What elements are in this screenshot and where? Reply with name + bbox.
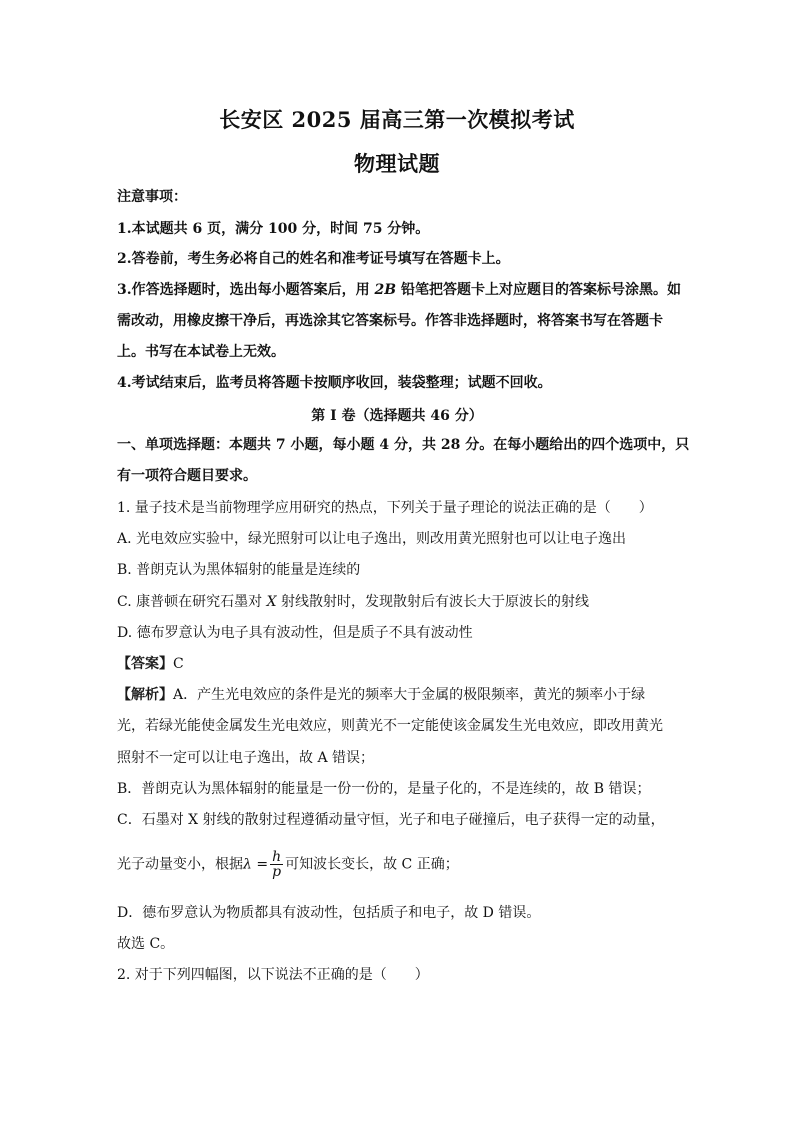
note-3-line-1 [117,281,681,299]
analysis-tag: 【解析】 [117,687,173,703]
q1-option-a: A. 光电效应实验中，绿光照射可以让电子逸出，则改用黄光照射也可以让电子逸出 [117,531,627,547]
formula-fraction [270,850,283,879]
answer-tag: 【答案】 [117,656,173,672]
q1-option-c [117,593,589,611]
volume-heading: 第 I 卷（选择题共 46 分） [311,408,483,424]
note-2: 2.答卷前，考生务必将自己的姓名和准考证号填写在答题卡上。 [117,251,510,267]
answer-value: C [173,656,184,672]
note-4: 4.考试结束后，监考员将答题卡按顺序收回，装袋整理；试题不回收。 [117,375,552,391]
q1-option-c-text: C. 康普顿在研究石墨对 [117,594,267,610]
part1-instructions-2: 有一项符合题目要求。 [117,468,257,484]
q2-stem: 2. 对于下列四幅图，以下说法不正确的是（ ） [117,967,429,983]
analysis-6-text-end: 可知波长变长，故 C 正确； [285,856,459,873]
q1-analysis-2: 光，若绿光能使金属发生光电效应，则黄光不一定能使该金属发生光电效应，即改用黄光 [117,718,663,734]
formula-lambda: λ = [243,856,269,873]
analysis-6-text: 光子动量变小，根据 [117,856,243,873]
q1-analysis-8: 故选 C。 [117,936,175,952]
q1-analysis-4: B．普朗克认为黑体辐射的能量是一份一份的，是量子化的，不是连续的，故 B 错误； [117,781,651,797]
q1-stem: 1. 量子技术是当前物理学应用研究的热点，下列关于量子理论的说法正确的是（ ） [117,500,653,516]
note-3-line-2: 需改动，用橡皮擦干净后，再选涂其它答案标号。作答非选择题时，将答案书写在答题卡 [117,313,663,329]
q1-analysis-7: D．德布罗意认为物质都具有波动性，包括质子和电子，故 D 错误。 [117,905,541,921]
note-3-pencil: 2B [374,282,397,298]
exam-title: 长安区 2025 届高三第一次模拟考试 [219,107,575,132]
exam-subtitle: 物理试题 [354,151,440,176]
q1-analysis-6 [117,850,459,879]
q1-analysis-1 [117,686,645,704]
part1-instructions-1: 一、单项选择题：本题共 7 小题，每小题 4 分，共 28 分。在每小题给出的四个选项中，只 [117,437,690,453]
note-3-text: 3.作答选择题时，选出每小题答案后，用 [117,282,375,298]
note-3-text-end: 铅笔把答题卡上对应题目的答案标号涂黑。如 [396,282,681,298]
q1-analysis-5: C．石墨对 X 射线的散射过程遵循动量守恒，光子和电子碰撞后，电子获得一定的动量， [117,812,665,828]
q1-answer [117,655,184,673]
analysis-text: A．产生光电效应的条件是光的频率大于金属的极限频率，黄光的频率小于绿 [173,687,646,703]
notes-heading: 注意事项： [117,189,187,205]
note-1: 1.本试题共 6 页，满分 100 分，时间 75 分钟。 [117,221,430,237]
q1-option-d: D. 德布罗意认为电子具有波动性，但是质子不具有波动性 [117,625,473,641]
q1-option-c-x: X [266,594,277,610]
formula-denominator: p [272,864,282,880]
q1-option-b: B. 普朗克认为黑体辐射的能量是连续的 [117,562,361,578]
formula-numerator: h [272,849,282,865]
q1-analysis-3: 照射不一定可以让电子逸出，故 A 错误； [117,750,375,766]
note-3-line-3: 上。书写在本试卷上无效。 [117,344,285,360]
q1-option-c-text-end: 射线散射时，发现散射后有波长大于原波长的射线 [276,594,589,610]
